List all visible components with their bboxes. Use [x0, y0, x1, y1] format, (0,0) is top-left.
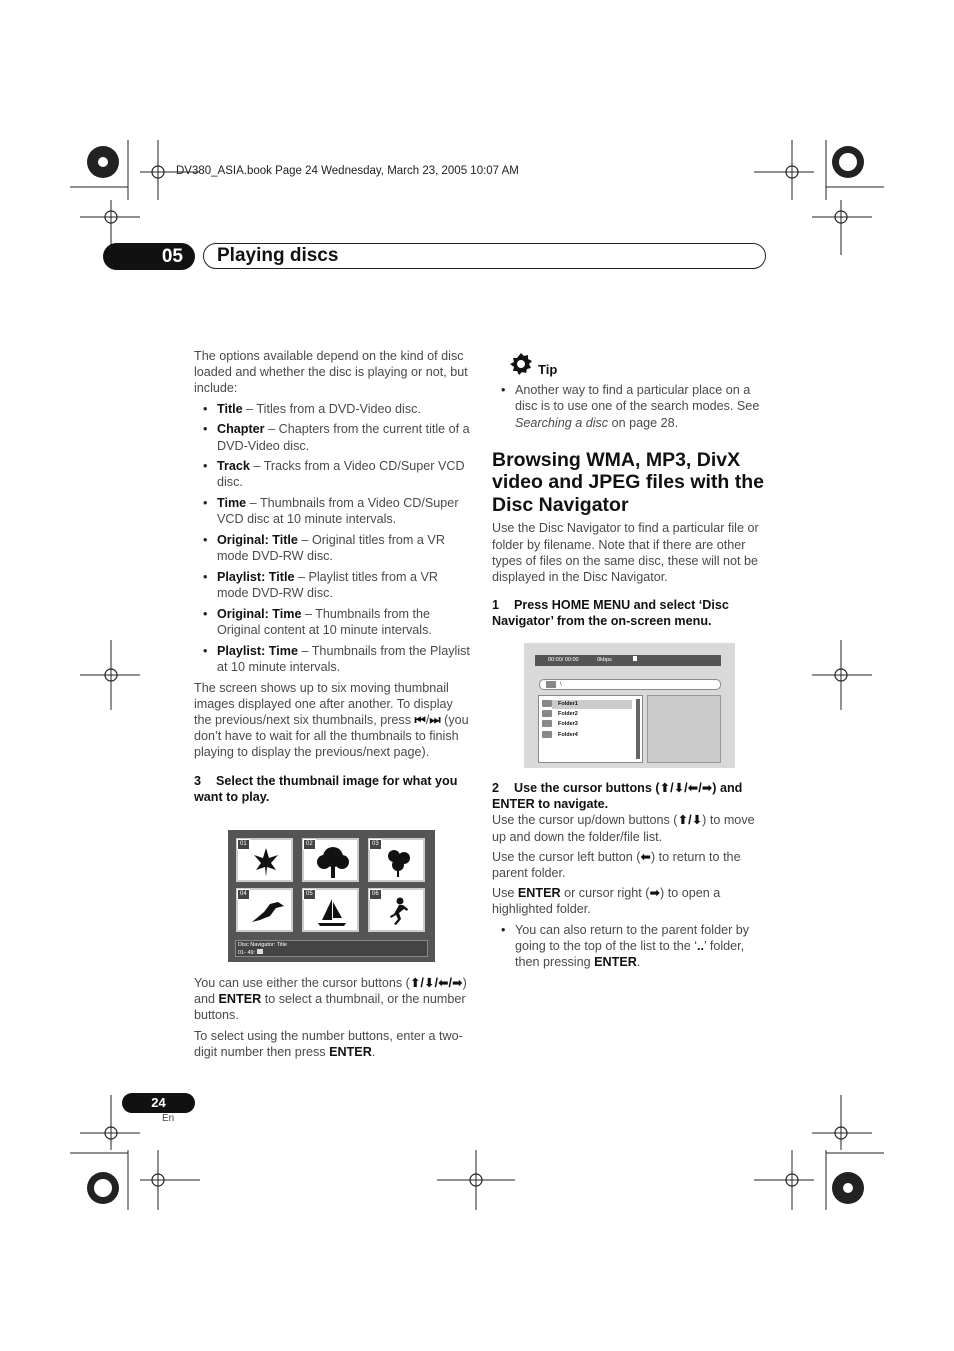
list-item: • Original: Title – Original titles from a VR mode DVD-RW disc. — [217, 532, 470, 564]
bird-icon — [250, 896, 286, 926]
preview-pane — [647, 695, 721, 763]
tip-text: • Another way to find a particular place on a disc is to use one of the search modes. See Searching a disc on page 28. — [515, 382, 768, 431]
thumbnail-04[interactable]: 04 — [236, 888, 293, 932]
list-item: • Chapter – Chapters from the current title of a DVD-Video disc. — [217, 421, 470, 453]
scrollbar[interactable] — [636, 699, 640, 759]
list-item: • You can also return to the parent folder by going to the top of the list to the ‘..’ folder, then pressing ENTER. — [515, 922, 768, 971]
status-bar: 00:00/ 00:00 0kbps — [535, 655, 721, 666]
thumbnail-02[interactable]: 02 — [302, 838, 359, 882]
navigator-intro: Use the Disc Navigator to find a particular file or folder by filename. Note that if there are other types of files on the same disc, these will not be displayed in the Disc Navigator. — [492, 521, 759, 584]
cursor-arrows-icon: ⬆/⬇/⬅/➡ — [409, 976, 463, 990]
left-column-lower — [194, 975, 470, 1064]
cursor-paragraph: You can use either the cursor buttons (⬆/⬇/⬅/➡) and ENTER to select a thumbnail, or the number buttons. — [194, 976, 467, 1023]
list-item[interactable]: Folder1 — [542, 700, 578, 709]
list-item: • Title – Titles from a DVD-Video disc. — [217, 401, 470, 417]
tip-list — [492, 382, 768, 431]
right-arrow-icon: ➡ — [649, 886, 661, 901]
thumbnail-screen — [228, 830, 435, 962]
parent-folder-list — [492, 922, 768, 971]
options-list — [194, 401, 470, 676]
path-field: \ — [539, 679, 721, 690]
updown-paragraph: Use the cursor up/down buttons (⬆/⬇) to move up and down the folder/file list. — [492, 813, 755, 844]
step-1: 1 Press HOME MENU and select ‘Disc Navigator’ from the on-screen menu. — [492, 598, 729, 629]
step-3: 3 Select the thumbnail image for what you want to play. — [194, 773, 458, 804]
right-column-lower — [492, 768, 768, 975]
list-item: • Playlist: Title – Playlist titles from a VR mode DVD-RW disc. — [217, 569, 470, 601]
chapter-number: 05 — [103, 243, 195, 270]
options-intro: The options available depend on the kind of disc loaded and whether the disc is playing or not, but include: — [194, 349, 468, 396]
left-paragraph: Use the cursor left button (⬅) to return to the parent folder. — [492, 849, 741, 881]
section-heading: Browsing WMA, MP3, DivX video and JPEG files with the Disc Navigator — [492, 448, 764, 516]
page-language: En — [162, 1113, 175, 1124]
updown-arrows-icon: ⬆/⬇ — [677, 813, 703, 828]
left-column — [194, 348, 470, 805]
folder-icon — [546, 681, 556, 688]
disc-navigator-bar: Disc Navigator: Title 01- 49: — [235, 940, 428, 957]
disc-navigator-screen — [524, 643, 735, 768]
thumbnail-paragraph: The screen shows up to six moving thumbnail images displayed one after another. To display the previous/next six thumbnails, press ⏮/⏭ (you don’t have to wait for all the thumbnails to finish playing to display the previous/next page). — [194, 680, 469, 760]
list-item[interactable]: Folder2 — [542, 710, 578, 719]
page-number: 24 — [122, 1093, 195, 1113]
list-item: • Original: Time – Thumbnails from the Original content at 10 minute intervals. — [217, 606, 470, 638]
list-item: • Playlist: Time – Thumbnails from the Playlist at 10 minute intervals. — [217, 643, 470, 675]
right-column — [492, 362, 768, 630]
list-item[interactable]: Folder3 — [542, 720, 578, 729]
chapter-title: Playing discs — [217, 245, 339, 266]
tip-title: Tip — [538, 362, 558, 377]
list-item: • Time – Thumbnails from a Video CD/Super VCD disc at 10 minute intervals. — [217, 495, 470, 527]
folder-icon — [542, 731, 552, 738]
left-arrow-icon: ⬅ — [640, 849, 651, 864]
folder-icon — [542, 710, 552, 717]
thumbnail-03[interactable]: 03 — [368, 838, 425, 882]
thumbnail-01[interactable]: 01 — [236, 838, 293, 882]
prev-icon: ⏮ — [414, 713, 426, 728]
thumbnail-05[interactable]: 05 — [302, 888, 359, 932]
list-item[interactable]: Folder4 — [542, 731, 578, 740]
number-paragraph: To select using the number buttons, enter a two-digit number then press ENTER. — [194, 1028, 463, 1059]
tree-icon — [316, 846, 350, 880]
leaf-icon — [250, 846, 282, 878]
cursor-arrows-icon: ⬆/⬇/⬅/➡ — [659, 781, 713, 795]
next-icon: ⏭ — [429, 713, 441, 728]
list-item: • Track – Tracks from a Video CD/Super VCD disc. — [217, 458, 470, 490]
file-stamp: DV380_ASIA.book Page 24 Wednesday, March 23, 2005 10:07 AM — [176, 165, 519, 177]
open-paragraph: Use ENTER or cursor right (➡) to open a highlighted folder. — [492, 886, 721, 917]
folder-list — [538, 695, 643, 763]
windsurfer-icon — [316, 896, 348, 928]
flower-icon — [382, 846, 414, 878]
thumbnail-06[interactable]: 06 — [368, 888, 425, 932]
skater-icon — [382, 896, 414, 928]
step-2: 2 Use the cursor buttons (⬆/⬇/⬅/➡) and ENTER to navigate. — [492, 781, 743, 812]
folder-icon — [542, 720, 552, 727]
folder-icon — [542, 700, 552, 707]
